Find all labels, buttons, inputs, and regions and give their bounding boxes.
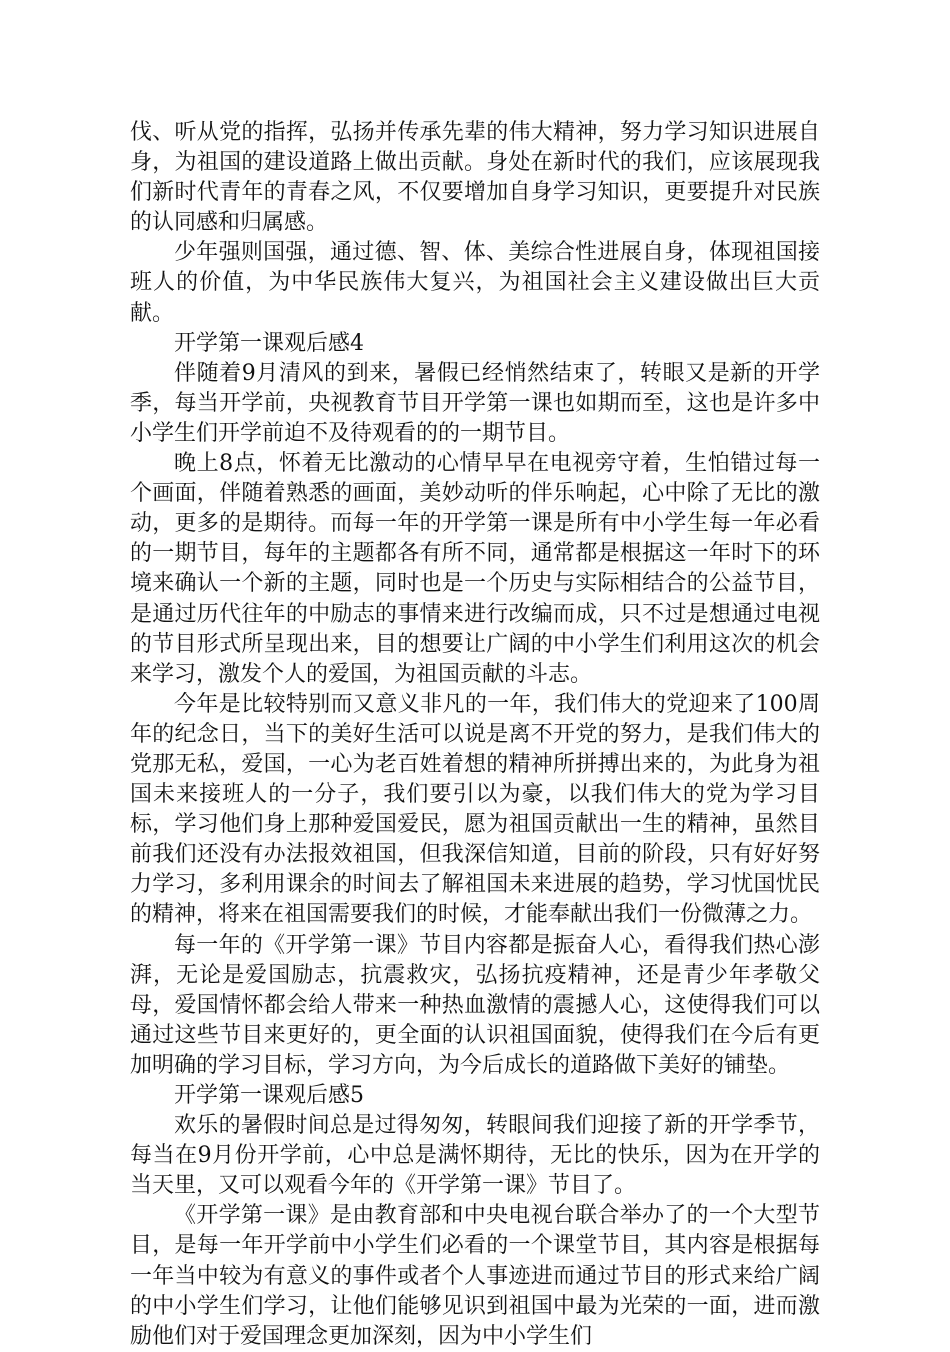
paragraph: 伴随着9月清风的到来，暑假已经悄然结束了，转眼又是新的开学季，每当开学前，央视教育节目开学第一课也如期而至，这也是许多中小学生们开学前迫不及待观看的的一期节目。 (130, 360, 820, 446)
paragraph: 欢乐的暑假时间总是过得匆匆，转眼间我们迎接了新的开学季节，每当在9月份开学前，心中总是满怀期待，无比的快乐，因为在开学的当天里，又可以观看今年的《开学第一课》节目了。 (130, 1113, 820, 1199)
paragraph: 少年强则国强，通过德、智、体、美综合性进展自身，体现祖国接班人的价值，为中华民族伟大复兴，为祖国社会主义建设做出巨大贡献。 (130, 240, 820, 326)
section-heading-4: 开学第一课观后感4 (174, 330, 364, 356)
paragraph: 《开学第一课》是由教育部和中央电视台联合举办了的一个大型节目，是每一年开学前中小学生们必看的一个课堂节目，其内容是根据每一年当中较为有意义的事件或者个人事迹进而通过节目的形式来给广阔的中小学生们学习，让他们能够见识到祖国中最为光荣的一面，进而激励他们对于爱国理念更加深刻，因为中小学生们 (130, 1203, 820, 1349)
document-page (130, 118, 820, 1352)
paragraph-continued: 伐、听从党的指挥，弘扬并传承先辈的伟大精神，努力学习知识进展自身，为祖国的建设道路上做出贡献。身处在新时代的我们，应该展现我们新时代青年的青春之风，不仅要增加自身学习知识，更要提升对民族的认同感和归属感。 (130, 120, 820, 236)
section-heading-5: 开学第一课观后感5 (174, 1083, 364, 1108)
paragraph: 每一年的《开学第一课》节目内容都是振奋人心，看得我们热心澎湃，无论是爱国励志，抗震救灾，弘扬抗疫精神，还是青少年孝敬父母，爱国情怀都会给人带来一种热血激情的震撼人心，这使得我们可以通过这些节目来更好的，更全面的认识祖国面貌，使得我们在今后有更加明确的学习目标，学习方向，为今后成长的道路做下美好的铺垫。 (130, 932, 820, 1078)
paragraph: 今年是比较特别而又意义非凡的一年，我们伟大的党迎来了100周年的纪念日，当下的美好生活可以说是离不开党的努力，是我们伟大的党那无私，爱国，一心为老百姓着想的精神所拼搏出来的，为此身为祖国未来接班人的一分子，我们要引以为豪，以我们伟大的党为学习目标，学习他们身上那种爱国爱民，愿为祖国贡献出一生的精神，虽然目前我们还没有办法报效祖国，但我深信知道，目前的阶段，只有好好努力学习，多利用课余的时间去了解祖国未来进展的趋势，学习忧国忧民的精神，将来在祖国需要我们的时候，才能奉献出我们一份微薄之力。 (130, 691, 820, 928)
paragraph: 晚上8点，怀着无比激动的心情早早在电视旁守着，生怕错过每一个画面，伴随着熟悉的画面，美妙动听的伴乐响起，心中除了无比的激动，更多的是期待。而每一年的开学第一课是所有中小学生每一年必看的一期节目，每年的主题都各有所不同，通常都是根据这一年时下的环境来确认一个新的主题，同时也是一个历史与实际相结合的公益节目，是通过历代往年的中励志的事情来进行改编而成，只不过是想通过电视的节目形式所呈现出来，目的想要让广阔的中小学生们利用这次的机会来学习，激发个人的爱国，为祖国贡献的斗志。 (130, 451, 820, 687)
